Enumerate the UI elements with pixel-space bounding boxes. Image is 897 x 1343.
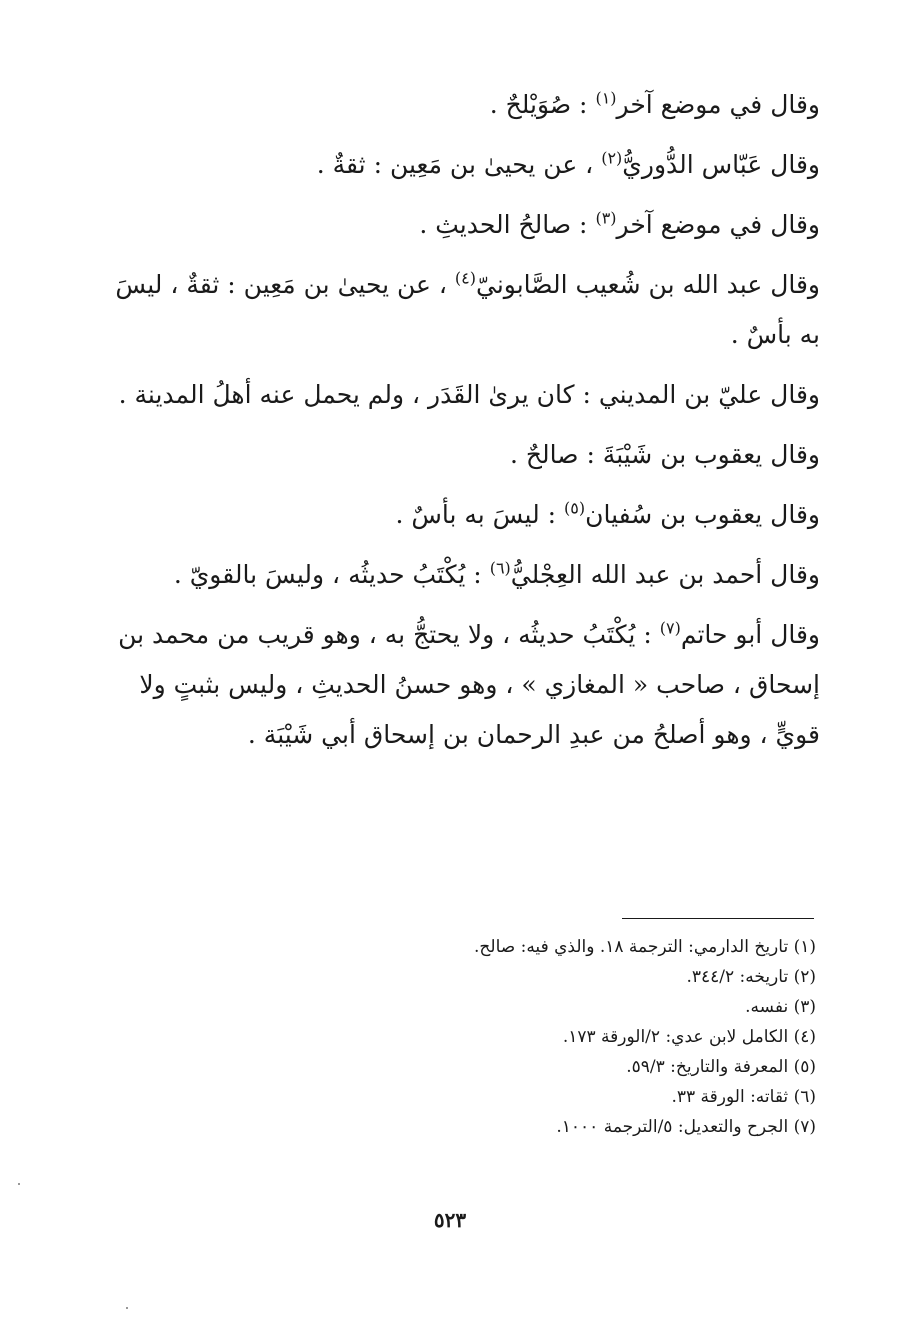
paragraph-text: وقال في موضع آخر	[616, 90, 820, 119]
paragraph-text: وقال أحمد بن عبد الله العِجْليُّ	[510, 560, 820, 589]
paragraph-text: : صُوَيْلحٌ .	[489, 90, 596, 119]
paragraph-text: : ليسَ به بأسٌ .	[395, 500, 565, 529]
paragraph-text: ، عن يحيىٰ بن مَعِين : ثقةٌ ، ليسَ به بأسٌ .	[115, 270, 820, 349]
scan-speck	[18, 1183, 20, 1185]
footnotes	[300, 932, 816, 1142]
footnote-ref[interactable]: (٤)	[454, 268, 477, 288]
footnote-ref[interactable]: (٢)	[601, 148, 623, 168]
paragraph	[110, 610, 820, 760]
paragraph-text: : صالحُ الحديثِ .	[419, 210, 596, 239]
paragraph-text: وقال عبد الله بن شُعيب الصَّابونيّ	[476, 270, 820, 299]
paragraph-text: وقال يعقوب بن شَيْبَةَ : صالحٌ .	[510, 440, 820, 469]
paragraph	[110, 370, 820, 420]
main-text	[110, 80, 820, 760]
footnote: (٧) الجرح والتعديل: ٥/الترجمة ١٠٠٠.	[556, 1117, 816, 1137]
paragraph-text: ، عن يحيىٰ بن مَعِين : ثقةٌ .	[316, 150, 602, 179]
paragraph	[110, 550, 820, 600]
paragraph	[110, 80, 820, 130]
paragraph-text: : يُكْتَبُ حديثُه ، وليسَ بالقويّ .	[173, 560, 490, 589]
paragraph	[110, 140, 820, 190]
footnote: (٣) نفسه.	[745, 997, 816, 1017]
paragraph-text: وقال يعقوب بن سُفيان	[585, 500, 820, 529]
footnote-ref[interactable]: (٦)	[489, 558, 511, 578]
footnote-ref[interactable]: (٥)	[564, 498, 586, 518]
footnote-ref[interactable]: (٣)	[595, 208, 617, 228]
page-number: ٥٢٣	[433, 1208, 467, 1232]
footnote: (٤) الكامل لابن عدي: ٢/الورقة ١٧٣.	[562, 1027, 816, 1047]
paragraph	[110, 430, 820, 480]
paragraph	[110, 200, 820, 250]
paragraph-text: وقال عَبّاس الدُّوريُّ	[622, 150, 820, 179]
scan-speck	[126, 1307, 128, 1309]
footnote-ref[interactable]: (٧)	[659, 618, 681, 638]
paragraph-text: وقال عليّ بن المديني : كان يرىٰ القَدَر ، ولم يحمل عنه أهلُ المدينة .	[118, 380, 820, 409]
footnote-ref[interactable]: (١)	[595, 88, 617, 108]
paragraph-text: وقال أبو حاتم	[680, 620, 820, 649]
paragraph	[110, 260, 820, 360]
paragraph-text: وقال في موضع آخر	[616, 210, 820, 239]
footnote-divider	[622, 918, 814, 919]
footnote: (٥) المعرفة والتاريخ: ٥٩/٣.	[626, 1057, 816, 1077]
paragraph	[110, 490, 820, 540]
footnote: (١) تاريخ الدارمي: الترجمة ١٨. والذي فيه: صالح.	[474, 937, 816, 957]
paragraph-text: : يُكْتَبُ حديثُه ، ولا يحتجُّ به ، وهو قريب من محمد بن إسحاق ، صاحب « المغازي » ، وهو حسنُ الحديثِ ، وليس بثبتٍ ولا قويٍّ ، وهو أصلحُ من عبدِ الرحمان بن إسحاق أبي شَيْبَة .	[118, 620, 820, 749]
footnote: (٢) تاريخه: ٣٤٤/٢.	[686, 967, 816, 987]
footnote: (٦) ثقاته: الورقة ٣٣.	[671, 1087, 816, 1107]
